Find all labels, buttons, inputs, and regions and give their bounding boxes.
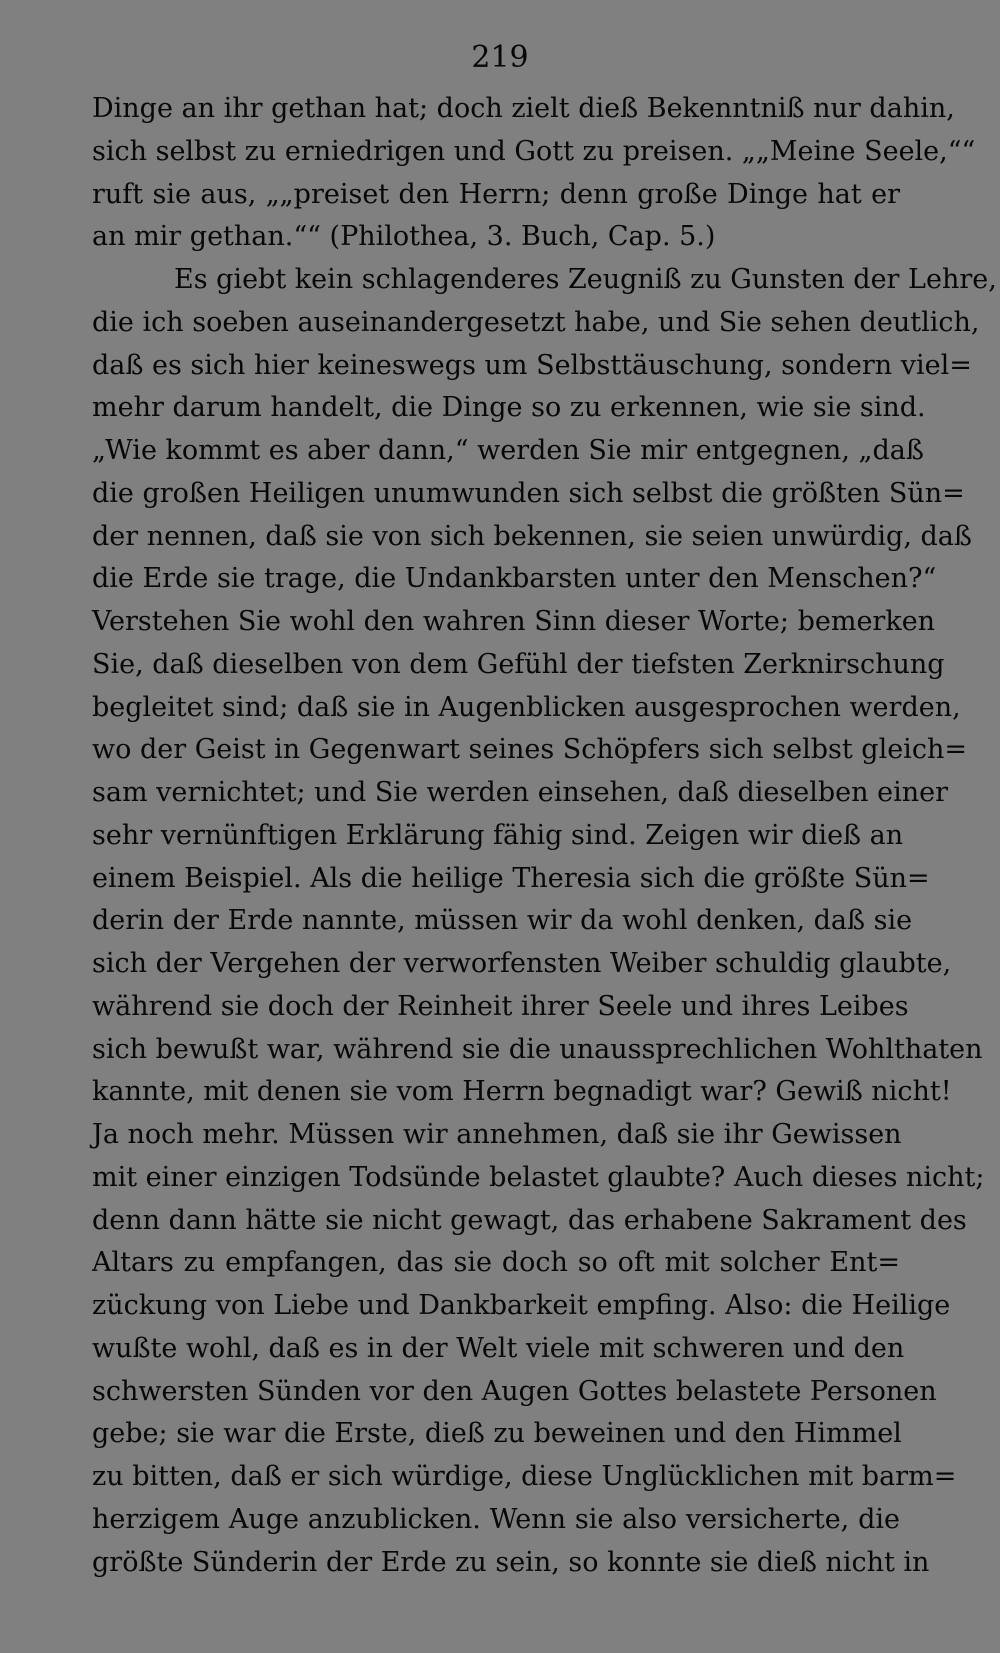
text-line: sam vernichtet; und Sie werden einsehen, daß dieselben einer xyxy=(92,777,948,808)
text-line: der nennen, daß sie von sich bekennen, sie seien unwürdig, daß xyxy=(92,520,972,552)
text-line: schwersten Sünden vor den Augen Gottes belastete Personen xyxy=(92,1375,937,1407)
text-line: daß es sich hier keineswegs um Selbsttäuschung, sondern viel= xyxy=(92,349,972,381)
text-line: sehr vernünftigen Erklärung fähig sind. Zeigen wir dieß an xyxy=(92,819,904,851)
paragraph-first-line: Es giebt kein schlagenderes Zeugniß zu Gunsten der Lehre, xyxy=(174,264,997,295)
text-line: sich bewußt war, während sie die unaussprechlichen Wohlthaten xyxy=(92,1033,983,1065)
text-line: wußte wohl, daß es in der Welt viele mit schweren und den xyxy=(92,1332,905,1364)
text-line: denn dann hätte sie nicht gewagt, das erhabene Sakrament des xyxy=(92,1204,967,1236)
text-line: während sie doch der Reinheit ihrer Seele und ihres Leibes xyxy=(92,990,909,1022)
text-line: die Erde sie trage, die Undankbarsten unter den Menschen?“ xyxy=(92,563,937,595)
text-line: kannte, mit denen sie vom Herrn begnadigt war? Gewiß nicht! xyxy=(92,1076,952,1108)
text-line: sich der Vergehen der verworfensten Weiber schuldig glaubte, xyxy=(92,948,952,979)
text-line: einem Beispiel. Als die heilige Theresia sich die größte Sün= xyxy=(92,862,930,894)
text-line: mehr darum handelt, die Dinge so zu erkennen, wie sie sind. xyxy=(92,392,926,424)
text-line: ruft sie aus, „„preiset den Herrn; denn große Dinge hat er xyxy=(92,178,900,210)
text-line: Altars zu empfangen, das sie doch so oft mit solcher Ent= xyxy=(92,1247,900,1279)
text-line: die ich soeben auseinandergesetzt habe, und Sie sehen deutlich, xyxy=(92,306,980,338)
page-number: 219 xyxy=(471,40,529,75)
text-line: derin der Erde nannte, müssen wir da wohl denken, daß sie xyxy=(92,905,913,937)
text-line: größte Sünderin der Erde zu sein, so konnte sie dieß nicht in xyxy=(92,1546,930,1578)
text-line: an mir gethan.““ (Philothea, 3. Buch, Cap. 5.) xyxy=(92,221,716,253)
text-line: zu bitten, daß er sich würdige, diese Unglücklichen mit barm= xyxy=(92,1461,957,1492)
text-line: die großen Heiligen unumwunden sich selbst die größten Sün= xyxy=(92,477,965,509)
text-line: mit einer einzigen Todsünde belastet glaubte? Auch dieses nicht; xyxy=(92,1161,985,1193)
text-line: Ja noch mehr. Müssen wir annehmen, daß sie ihr Gewissen xyxy=(92,1119,902,1150)
text-line: gebe; sie war die Erste, dieß zu beweinen und den Himmel xyxy=(92,1418,902,1450)
text-line: „Wie kommt es aber dann,“ werden Sie mir entgegnen, „daß xyxy=(92,435,924,466)
text-line: Sie, daß dieselben von dem Gefühl der tiefsten Zerknirschung xyxy=(92,648,945,680)
body-text xyxy=(92,88,997,1584)
text-line: Verstehen Sie wohl den wahren Sinn dieser Worte; bemerken xyxy=(92,606,936,637)
text-line: Dinge an ihr gethan hat; doch zielt dieß Bekenntniß nur dahin, xyxy=(92,93,955,124)
text-line: sich selbst zu erniedrigen und Gott zu preisen. „„Meine Seele,““ xyxy=(92,135,976,167)
text-line: herzigem Auge anzublicken. Wenn sie also versicherte, die xyxy=(92,1503,900,1535)
text-line: begleitet sind; daß sie in Augenblicken ausgesprochen werden, xyxy=(92,691,961,723)
text-line: zückung von Liebe und Dankbarkeit empfing. Also: die Heilige xyxy=(92,1290,951,1321)
text-line: wo der Geist in Gegenwart seines Schöpfers sich selbst gleich= xyxy=(92,734,967,766)
